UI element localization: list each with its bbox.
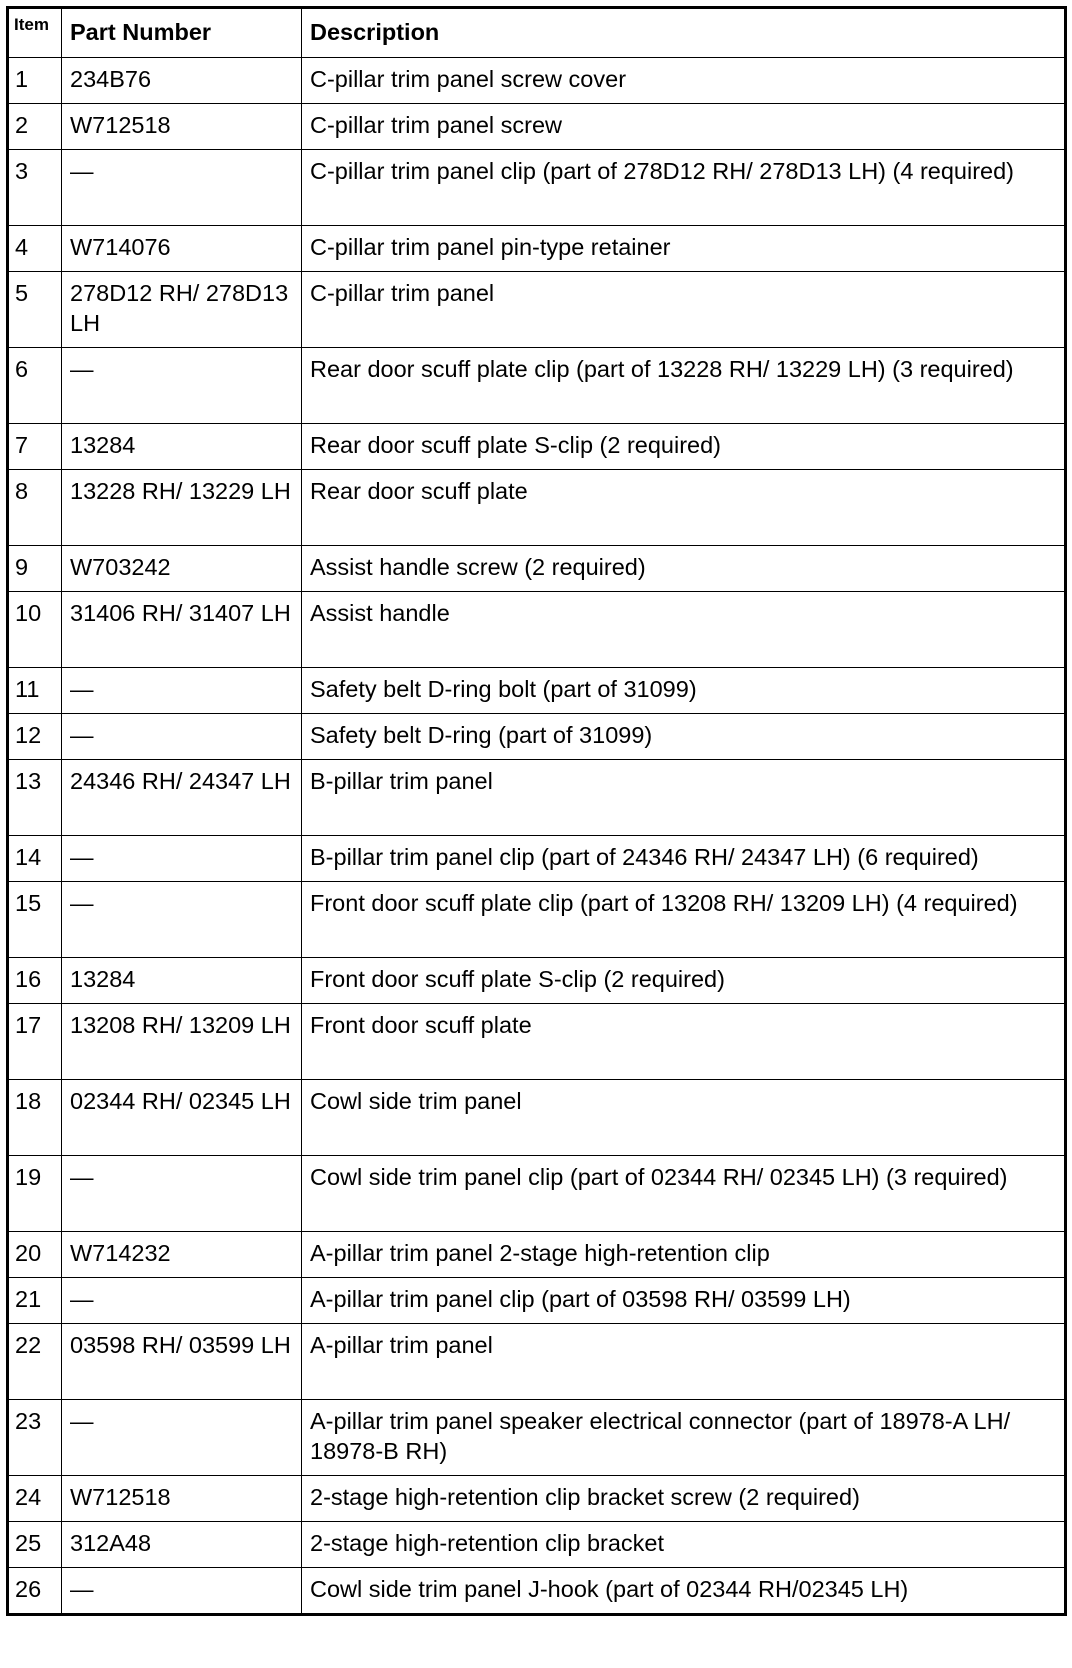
item-number-cell: 4 <box>8 226 62 272</box>
item-number-cell: 12 <box>8 714 62 760</box>
part-number-cell: — <box>62 1278 302 1324</box>
part-number-cell: 31406 RH/ 31407 LH <box>62 592 302 668</box>
description-cell: Assist handle <box>302 592 1066 668</box>
table-row <box>8 592 1066 668</box>
item-number-cell: 21 <box>8 1278 62 1324</box>
table-row <box>8 424 1066 470</box>
item-number-cell: 24 <box>8 1476 62 1522</box>
part-number-cell: W714232 <box>62 1232 302 1278</box>
part-number-cell: 13284 <box>62 958 302 1004</box>
table-header-row <box>8 8 1066 58</box>
item-number-cell: 15 <box>8 882 62 958</box>
item-number-cell: 17 <box>8 1004 62 1080</box>
description-cell: A-pillar trim panel speaker electrical connector (part of 18978-A LH/ 18978-B RH) <box>302 1400 1066 1476</box>
part-number-cell: 03598 RH/ 03599 LH <box>62 1324 302 1400</box>
part-number-cell: 24346 RH/ 24347 LH <box>62 760 302 836</box>
part-number-cell: — <box>62 668 302 714</box>
table-row <box>8 760 1066 836</box>
table-row <box>8 150 1066 226</box>
item-number-cell: 18 <box>8 1080 62 1156</box>
item-number-cell: 22 <box>8 1324 62 1400</box>
table-row <box>8 546 1066 592</box>
description-cell: A-pillar trim panel clip (part of 03598 RH/ 03599 LH) <box>302 1278 1066 1324</box>
item-number-cell: 10 <box>8 592 62 668</box>
table-row <box>8 58 1066 104</box>
description-cell: Front door scuff plate <box>302 1004 1066 1080</box>
table-row <box>8 1232 1066 1278</box>
table-row <box>8 836 1066 882</box>
item-number-cell: 2 <box>8 104 62 150</box>
table-row <box>8 1476 1066 1522</box>
parts-table <box>6 6 1067 1616</box>
part-number-cell: 02344 RH/ 02345 LH <box>62 1080 302 1156</box>
description-cell: Cowl side trim panel clip (part of 02344 RH/ 02345 LH) (3 required) <box>302 1156 1066 1232</box>
table-row <box>8 1400 1066 1476</box>
part-number-cell: 13208 RH/ 13209 LH <box>62 1004 302 1080</box>
part-number-cell: 278D12 RH/ 278D13 LH <box>62 272 302 348</box>
table-row <box>8 272 1066 348</box>
item-number-cell: 7 <box>8 424 62 470</box>
table-row <box>8 714 1066 760</box>
part-number-cell: — <box>62 150 302 226</box>
item-number-cell: 13 <box>8 760 62 836</box>
description-cell: Rear door scuff plate <box>302 470 1066 546</box>
table-row <box>8 226 1066 272</box>
item-number-cell: 9 <box>8 546 62 592</box>
part-number-cell: — <box>62 1568 302 1615</box>
item-number-cell: 8 <box>8 470 62 546</box>
table-row <box>8 470 1066 546</box>
table-row <box>8 1522 1066 1568</box>
table-row <box>8 882 1066 958</box>
description-cell: Front door scuff plate clip (part of 13208 RH/ 13209 LH) (4 required) <box>302 882 1066 958</box>
item-number-cell: 11 <box>8 668 62 714</box>
description-cell: 2-stage high-retention clip bracket screw (2 required) <box>302 1476 1066 1522</box>
part-number-cell: W712518 <box>62 1476 302 1522</box>
description-cell: Cowl side trim panel <box>302 1080 1066 1156</box>
description-cell: B-pillar trim panel <box>302 760 1066 836</box>
item-number-cell: 23 <box>8 1400 62 1476</box>
description-cell: C-pillar trim panel screw <box>302 104 1066 150</box>
description-cell: Rear door scuff plate S-clip (2 required) <box>302 424 1066 470</box>
item-number-cell: 14 <box>8 836 62 882</box>
table-row <box>8 958 1066 1004</box>
part-number-cell: W714076 <box>62 226 302 272</box>
part-number-cell: 13228 RH/ 13229 LH <box>62 470 302 546</box>
column-header-item: Item <box>8 8 62 58</box>
part-number-cell: 234B76 <box>62 58 302 104</box>
parts-table-body <box>8 58 1066 1615</box>
description-cell: 2-stage high-retention clip bracket <box>302 1522 1066 1568</box>
table-row <box>8 1080 1066 1156</box>
item-number-cell: 6 <box>8 348 62 424</box>
table-row <box>8 1568 1066 1615</box>
item-number-cell: 20 <box>8 1232 62 1278</box>
description-cell: Rear door scuff plate clip (part of 13228 RH/ 13229 LH) (3 required) <box>302 348 1066 424</box>
part-number-cell: — <box>62 836 302 882</box>
description-cell: C-pillar trim panel screw cover <box>302 58 1066 104</box>
part-number-cell: W712518 <box>62 104 302 150</box>
column-header-description: Description <box>302 8 1066 58</box>
part-number-cell: — <box>62 1156 302 1232</box>
part-number-cell: — <box>62 1400 302 1476</box>
table-row <box>8 1004 1066 1080</box>
part-number-cell: — <box>62 882 302 958</box>
item-number-cell: 25 <box>8 1522 62 1568</box>
table-row <box>8 104 1066 150</box>
description-cell: Safety belt D-ring bolt (part of 31099) <box>302 668 1066 714</box>
part-number-cell: — <box>62 714 302 760</box>
item-number-cell: 26 <box>8 1568 62 1615</box>
item-number-cell: 16 <box>8 958 62 1004</box>
description-cell: A-pillar trim panel 2-stage high-retention clip <box>302 1232 1066 1278</box>
part-number-cell: 13284 <box>62 424 302 470</box>
table-row <box>8 1278 1066 1324</box>
column-header-part-number: Part Number <box>62 8 302 58</box>
description-cell: C-pillar trim panel pin-type retainer <box>302 226 1066 272</box>
description-cell: Assist handle screw (2 required) <box>302 546 1066 592</box>
table-row <box>8 1324 1066 1400</box>
table-row <box>8 348 1066 424</box>
item-number-cell: 19 <box>8 1156 62 1232</box>
description-cell: A-pillar trim panel <box>302 1324 1066 1400</box>
description-cell: Cowl side trim panel J-hook (part of 02344 RH/02345 LH) <box>302 1568 1066 1615</box>
part-number-cell: 312A48 <box>62 1522 302 1568</box>
table-row <box>8 668 1066 714</box>
part-number-cell: W703242 <box>62 546 302 592</box>
table-row <box>8 1156 1066 1232</box>
part-number-cell: — <box>62 348 302 424</box>
description-cell: Safety belt D-ring (part of 31099) <box>302 714 1066 760</box>
description-cell: Front door scuff plate S-clip (2 required) <box>302 958 1066 1004</box>
item-number-cell: 5 <box>8 272 62 348</box>
item-number-cell: 3 <box>8 150 62 226</box>
description-cell: C-pillar trim panel clip (part of 278D12 RH/ 278D13 LH) (4 required) <box>302 150 1066 226</box>
description-cell: B-pillar trim panel clip (part of 24346 RH/ 24347 LH) (6 required) <box>302 836 1066 882</box>
item-number-cell: 1 <box>8 58 62 104</box>
description-cell: C-pillar trim panel <box>302 272 1066 348</box>
